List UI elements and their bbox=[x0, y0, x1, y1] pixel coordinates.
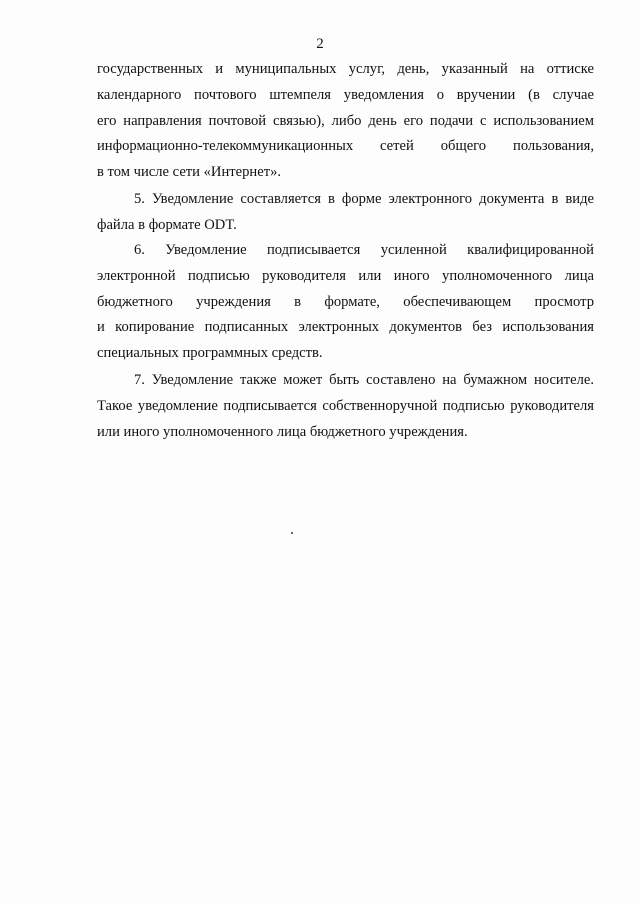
paragraph-line: электронной подписью руководителя или иного уполномоченного лица bbox=[97, 267, 594, 284]
paragraph-line: бюджетного учреждения в формате, обеспечивающем просмотр bbox=[97, 293, 594, 310]
paragraph-item-6 bbox=[97, 238, 594, 367]
paragraph-item-5 bbox=[97, 187, 594, 239]
scan-speck bbox=[291, 532, 293, 534]
paragraph-line: в том числе сети «Интернет». bbox=[97, 164, 282, 181]
paragraph-line: или иного уполномоченного лица бюджетного учреждения. bbox=[97, 423, 468, 440]
paragraph-line: Такое уведомление подписывается собственноручной подписью руководителя bbox=[97, 397, 594, 414]
paragraph-continuation bbox=[97, 57, 594, 186]
paragraph-line: специальных программных средств. bbox=[97, 345, 323, 362]
paragraph-line: файла в формате ODT. bbox=[97, 216, 237, 233]
paragraph-item-7 bbox=[97, 368, 594, 445]
page-number: 2 bbox=[316, 36, 324, 52]
paragraph-line: государственных и муниципальных услуг, день, указанный на оттиске bbox=[97, 61, 594, 77]
paragraph-line: и копирование подписанных электронных документов без использования bbox=[97, 319, 594, 336]
paragraph-line: 7. Уведомление также может быть составлено на бумажном носителе. bbox=[134, 372, 594, 388]
paragraph-line: его направления почтовой связью), либо день его подачи с использованием bbox=[97, 112, 594, 129]
paragraph-line: 6. Уведомление подписывается усиленной квалифицированной bbox=[134, 242, 594, 258]
paragraph-line: календарного почтового штемпеля уведомления о вручении (в случае bbox=[97, 86, 594, 103]
paragraph-line: информационно-телекоммуникационных сетей общего пользования, bbox=[97, 138, 594, 155]
paragraph-line: 5. Уведомление составляется в форме электронного документа в виде bbox=[134, 191, 594, 207]
